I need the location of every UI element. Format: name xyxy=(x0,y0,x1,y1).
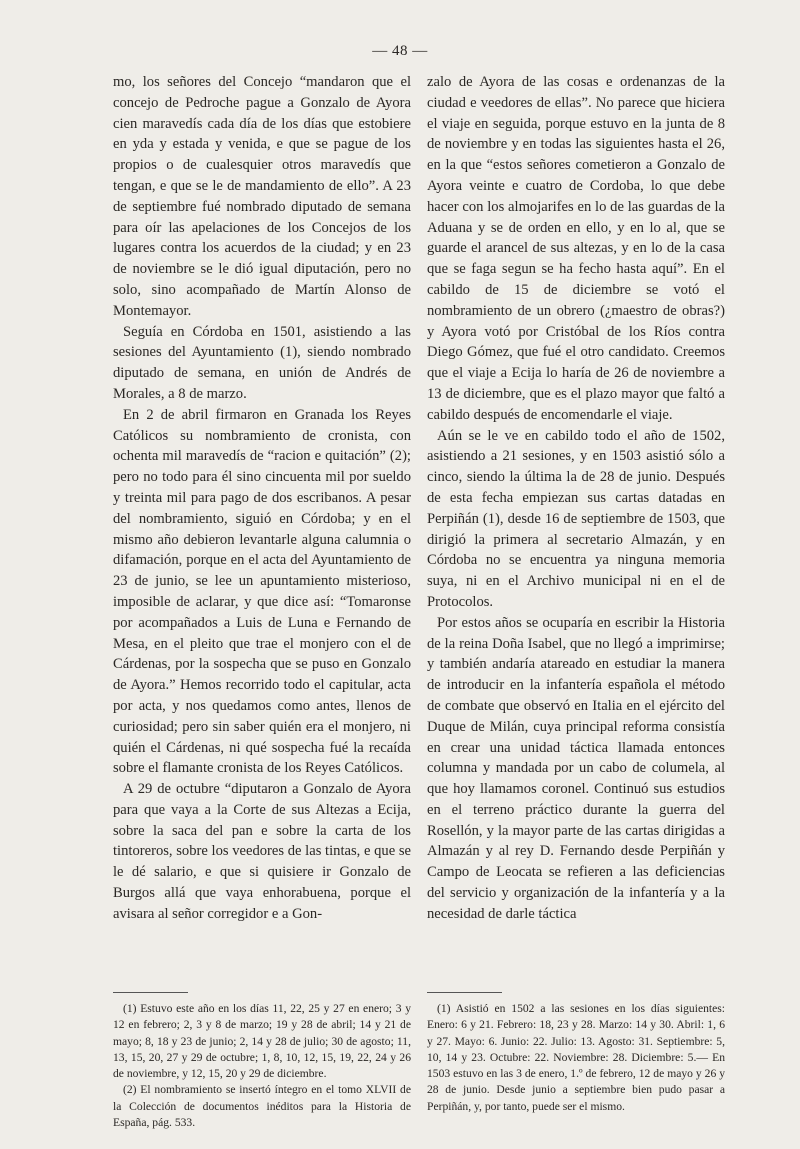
left-paragraph: Seguía en Córdoba en 1501, asistiendo a las sesiones del Ayuntamiento (1), siendo nombrado diputado de semana, en unión de Andrés de Morales, a 8 de marzo. xyxy=(113,323,411,402)
footnote: (1) Estuvo este año en los días 11, 22, 25 y 27 en enero; 3 y 12 en febrero; 2, 3 y 8 de marzo; 19 y 28 de abril; 14 y 21 de mayo; 8, 18 y 23 de junio; 2, 14 y 28 de julio; 30 de agosto; 11, 13, 15, 20, 27 y 29 de octubre; 1, 8, 10, 12, 15, 19, 22, 24 y 26 de noviembre, y 12, 15, 20 y 29 de diciembre. xyxy=(113,1002,411,1081)
footnote: (1) Asistió en 1502 a las sesiones en los días siguientes: Enero: 6 y 21. Febrero: 18, 23 y 28. Marzo: 14 y 30. Abril: 1, 6 y 27. Mayo: 6. Junio: 22. Julio: 13. Agosto: 31. Septiembre: 5, 10, 14 y 23. Octubre: 22. Noviembre: 28. Diciembre: 5.— En 1503 estuvo en las 3 de enero, 1.º de febrero, 12 de mayo y 26 y 28 de junio. Desde junio a septiembre bien pudo pasar a Perpiñán, y, por tanto, puede ser el mismo. xyxy=(427,1002,725,1113)
right-text-column xyxy=(427,72,725,925)
footnote-rule xyxy=(427,992,502,993)
page-number: — 48 — xyxy=(372,43,428,59)
right-paragraph: Por estos años se ocuparía en escribir la Historia de la reina Doña Isabel, que no llegó a imprimirse; y también andaría atareado en estudiar la manera de introducir en la infantería española el método de combate que observó en Italia en el ejército del Duque de Milán, cuya principal reforma consistía en crear una unidad táctica llamada entonces columna y mandada por un cabo de columela, al que hoy llamamos coronel. Continuó sus estudios en el terreno práctico durante la guerra del Rosellón, y la mayor parte de las cartas dirigidas a Almazán y al rey D. Fernando desde Perpiñán y Campo de Leocata se refieren a las deficiencias del servicio y organización de la infantería y a la necesidad de darle táctica xyxy=(427,614,725,922)
right-footnotes xyxy=(427,992,725,1115)
left-paragraph: En 2 de abril firmaron en Granada los Reyes Católicos su nombramiento de cronista, con ochenta mil maravedís de “racion e quitación” (2); pero no todo para él sino cincuenta mil por sueldo y treinta mil para pago de dos escribanos. A pesar del nombramiento, siguió en Córdoba; y en el mismo año debieron levantarle alguna calumnia o difamación, porque en el acta del Ayuntamiento de 23 de junio, se lee un apuntamiento misterioso, imposible de aclarar, y que dice así: “Tomaronse por acompañados a Luis de Luna e Fernando de Mesa, en el pleito que trae el monjero con el de Cárdenas, por la sospecha que se puso en Gonzalo de Ayora.” Hemos recorrido todo el capitular, acta por acta, y nos quedamos como antes, llenos de curiosidad; pero sin saber quién era el monjero, ni quién el Cárdenas, ni qué sospecha fué la recaída sobre el flamante cronista de los Reyes Católicos. xyxy=(113,406,411,777)
left-footnotes xyxy=(113,992,411,1131)
left-paragraph: A 29 de octubre “diputaron a Gonzalo de Ayora para que vaya a la Corte de sus Altezas a Ecija, sobre la saca del pan e sobre la carta de los tintoreros, sobre los veedores de las tintas, e que se le dé salario, e que si quisiere ir Gonzalo de Burgos allá que vaya enhorabuena, porque el avisara al señor corregidor e a Gon- xyxy=(113,781,411,922)
right-paragraph: Aún se le ve en cabildo todo el año de 1502, asistiendo a 21 sesiones, y en 1503 asistió sólo a cinco, siendo la última la de 28 de junio. Después de esta fecha empiezan sus cartas datadas en Perpiñán (1), desde 16 de septiembre de 1503, que dirigió la primera al secretario Almazán, y en Córdoba no se encuentra ya ninguna memoria suya, ni en el Archivo municipal ni en el de Protocolos. xyxy=(427,427,725,610)
footnote: (2) El nombramiento se insertó íntegro en el tomo XLVII de la Colección de documentos inéditos para la Historia de España, pág. 533. xyxy=(113,1083,411,1130)
right-paragraph: zalo de Ayora de las cosas e ordenanzas de la ciudad e veedores de ellas”. No parece que hiciera el viaje en seguida, porque estuvo en la junta de 8 de noviembre y en todas las siguientes hasta el 26, en la que “estos señores cometieron a Gonzalo de Ayora veinte e cuatro de Cordoba, lo que debe hacer con los almojarifes en lo de las guardas de la Aduana y se de orden en ello, y en lo al, que se guarde el arancel de sus altezas, y en lo de la casa que se faga segun se ha fecho hasta aquí”. En el cabildo de 15 de diciembre se votó el nombramiento de un obrero (¿maestro de obras?) y Ayora votó por Cristóbal de los Ríos contra Diego Gómez, que fué el otro candidato. Creemos que el viaje a Ecija lo haría de 26 de noviembre a 13 de diciembre, que es el plazo mayor que faltó a cabildo después de encomendarle el viaje. xyxy=(427,74,725,423)
left-text-column xyxy=(113,72,411,925)
left-paragraph: mo, los señores del Concejo “mandaron que el concejo de Pedroche pague a Gonzalo de Ayora cien maravedís cada día de los días que estobiere en yda y estada y venida, e que se pague de los propios o de cualesquier otros maravedís que tengan, e que se le de mandamiento de ello”. A 23 de septiembre fué nombrado diputado de semana para oír las apelaciones de los Concejos de los lugares contra los acuerdos de la ciudad; y en 23 de noviembre se le dió igual diputación, pero no solo, sino acompañado de Martín Alonso de Montemayor. xyxy=(113,74,411,319)
footnote-rule xyxy=(113,992,188,993)
